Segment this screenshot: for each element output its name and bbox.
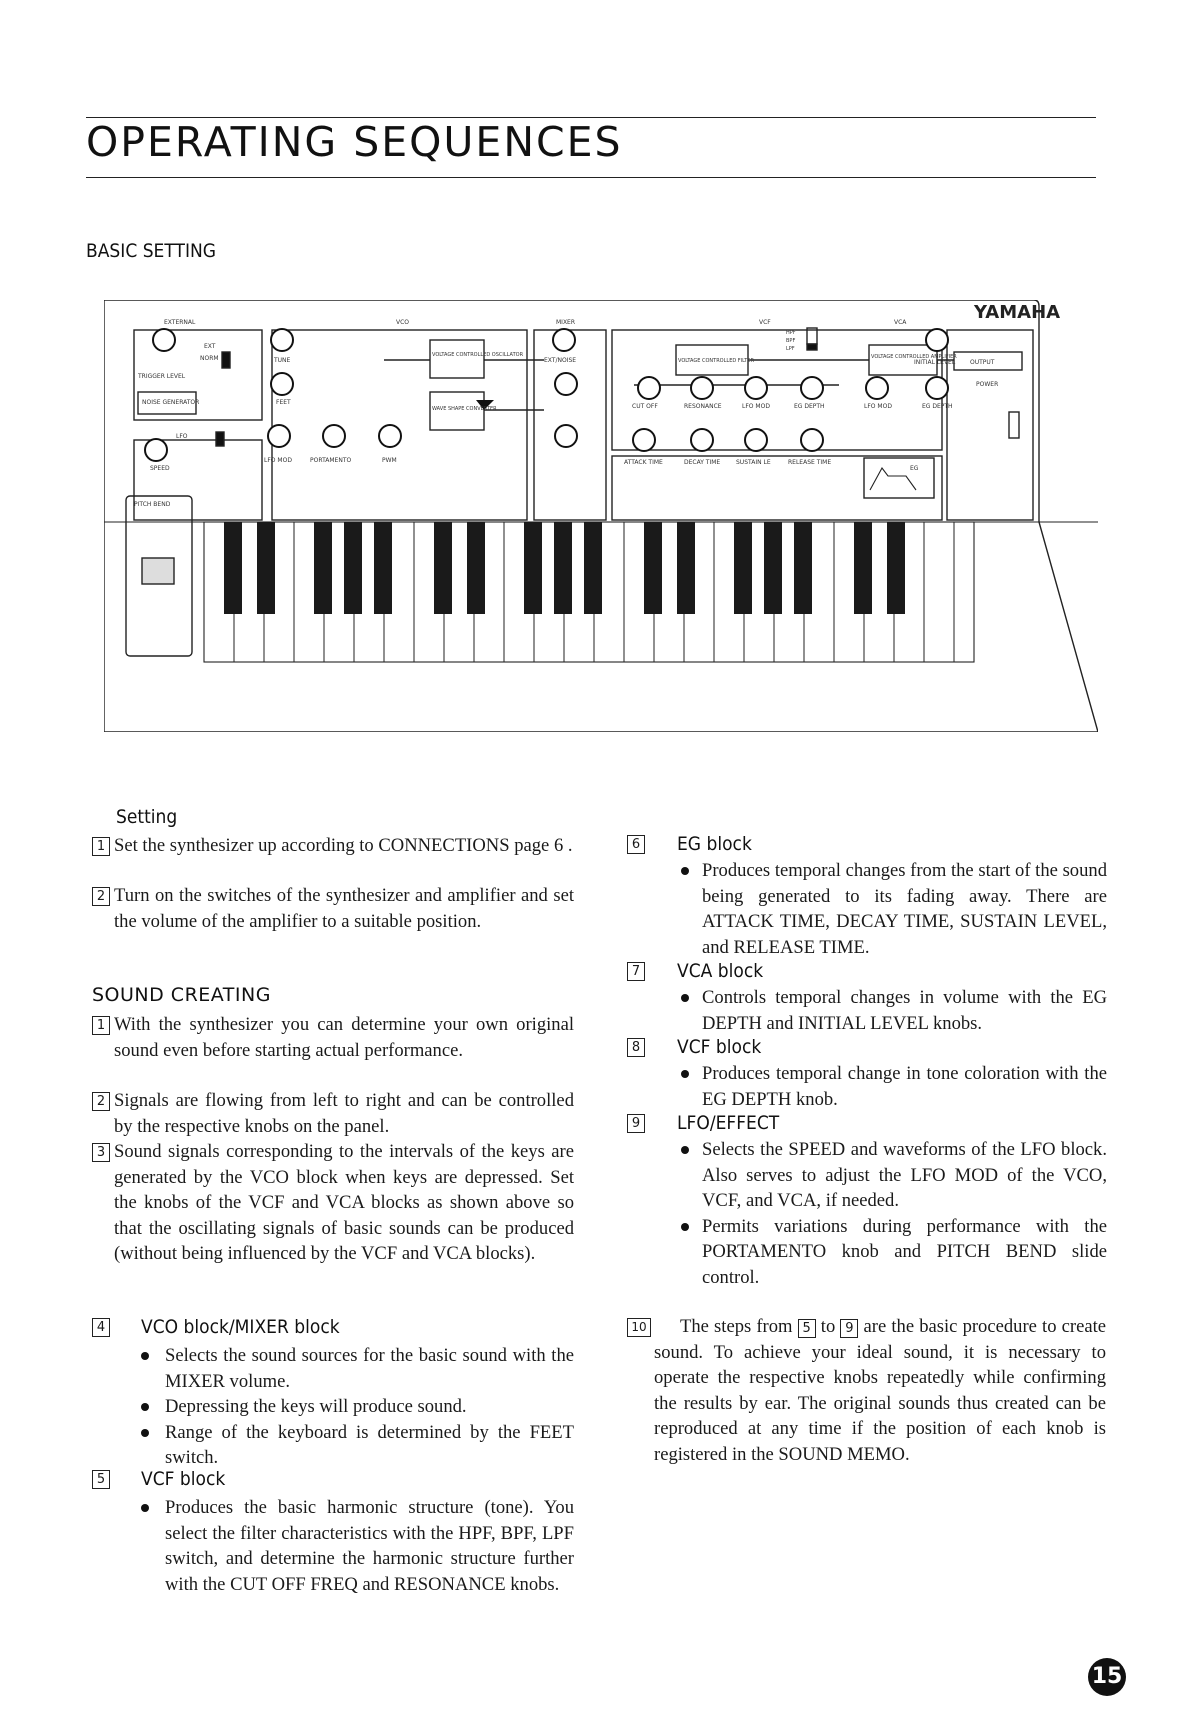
block-title-vcf: VCF block — [141, 1468, 226, 1490]
bullet-text: Permits variations during performance with the PORTAMENTO knob and PITCH BEND slide control. — [702, 1215, 1107, 1288]
block-title-lfo-effect: LFO/EFFECT — [677, 1112, 780, 1134]
label-sustain-level: SUSTAIN LE — [736, 459, 771, 466]
synthesizer-panel-diagram — [104, 300, 1098, 732]
sound-creating-heading: SOUND CREATING — [92, 984, 271, 1006]
number-box: 6 — [627, 835, 645, 854]
step-10-text-c: are the basic procedure to create sound. To achieve your ideal sound, it is necessary to operate the respective knobs repeatedly while confirming the results by ear. The original sounds thus created can be reproduced at any time if the position of each knob is registered in the SOUND MEMO. — [654, 1316, 1106, 1465]
label-vca-eg-depth: EG DEPTH — [922, 403, 953, 410]
label-initial-level: INITIAL LEVEL — [914, 359, 956, 366]
label-wave-box: WAVE SHAPE CONVERTER — [432, 406, 497, 412]
label-noise-generator: NOISE GENERATOR — [142, 399, 200, 406]
label-portamento: PORTAMENTO — [310, 457, 352, 464]
label-speed: SPEED — [150, 465, 170, 472]
bullet-item — [141, 1343, 574, 1394]
number-box: 2 — [92, 887, 110, 906]
label-cut-off: CUT OFF — [632, 403, 658, 410]
ref-box: 9 — [840, 1319, 858, 1338]
label-feet: FEET — [276, 399, 291, 406]
block-8-bullets — [677, 1061, 1107, 1112]
setting-item-2 — [92, 883, 574, 934]
label-mixer: MIXER — [556, 319, 576, 326]
label-hpf: HPF — [786, 330, 796, 336]
label-vcf-eg-depth: EG DEPTH — [794, 403, 825, 410]
label-tune: TUNE — [274, 357, 291, 364]
block-title-vca: VCA block — [677, 960, 764, 982]
bullet-item — [141, 1420, 574, 1471]
bullet-item — [141, 1394, 574, 1420]
bullet-item — [677, 858, 1107, 960]
ref-box: 5 — [798, 1319, 816, 1338]
label-pwm: PWM — [382, 457, 397, 464]
setting-item-text: Set the synthesizer up according to CONNECTIONS page 6 . — [114, 835, 573, 856]
number-box: 7 — [627, 962, 645, 981]
label-lfo-mod: LFO MOD — [264, 457, 292, 464]
bullet-item — [677, 1214, 1107, 1291]
number-box: 3 — [92, 1143, 110, 1162]
label-vco-box: VOLTAGE CONTROLLED OSCILLATOR — [432, 352, 524, 358]
bullet-text: Produces the basic harmonic structure (tone). You select the filter characteristics with the HPF, BPF, LPF switch, and determine the harmonic structure further with the CUT OFF FREQ and RESONANCE knobs. — [165, 1497, 574, 1595]
block-title-vcf-right: VCF block — [677, 1036, 762, 1058]
block-title-eg: EG block — [677, 833, 752, 855]
label-power: POWER — [976, 381, 999, 388]
label-vco: VCO — [396, 319, 410, 326]
label-vca: VCA — [894, 319, 907, 326]
bullet-item — [141, 1495, 574, 1597]
label-norm: NORM — [200, 355, 219, 362]
bullet-text: Depressing the keys will produce sound. — [165, 1396, 467, 1417]
block-5-bullets — [141, 1495, 574, 1597]
label-pitch-bend: PITCH BEND — [134, 501, 171, 508]
page-number: 15 — [1088, 1658, 1126, 1696]
sound-creating-text: Sound signals corresponding to the intervals of the keys are generated by the VCO block when keys are depressed. Set the knobs of the VCF and VCA blocks as shown above so that the oscillating signals of basic sounds can be produced (without being influenced by the VCF and VCA blocks). — [114, 1141, 574, 1264]
block-9-bullets — [677, 1137, 1107, 1290]
bullet-item — [677, 985, 1107, 1036]
step-10-text-b: to — [820, 1316, 836, 1337]
label-ext: EXT — [204, 343, 216, 350]
block-6-bullets — [677, 858, 1107, 960]
label-bpf: BPF — [786, 338, 796, 344]
label-vcf-box: VOLTAGE CONTROLLED FILTER — [678, 358, 754, 364]
number-box: 10 — [627, 1318, 651, 1337]
sound-creating-item-1 — [92, 1012, 574, 1063]
setting-item-text: Turn on the switches of the synthesizer and amplifier and set the volume of the amplifier to a suitable position. — [114, 885, 574, 932]
label-attack-time: ATTACK TIME — [624, 459, 663, 466]
number-box: 5 — [92, 1470, 110, 1489]
page-title: OPERATING SEQUENCES — [86, 118, 623, 166]
label-vcf-lfo-mod: LFO MOD — [742, 403, 770, 410]
label-eg: EG — [910, 465, 919, 472]
label-lfo: LFO — [176, 433, 188, 440]
number-box: 4 — [92, 1318, 110, 1337]
sound-creating-text: Signals are flowing from left to right and can be controlled by the respective knobs on the panel. — [114, 1090, 574, 1137]
number-box: 2 — [92, 1092, 110, 1111]
section-heading-basic-setting: BASIC SETTING — [86, 240, 217, 262]
number-box: 8 — [627, 1038, 645, 1057]
number-box: 9 — [627, 1114, 645, 1133]
title-underline — [86, 177, 1096, 178]
setting-heading: Setting — [116, 806, 178, 828]
label-decay-time: DECAY TIME — [684, 459, 721, 466]
sound-creating-text: With the synthesizer you can determine your own original sound even before starting actual performance. — [114, 1014, 574, 1061]
bullet-text: Produces temporal change in tone coloration with the EG DEPTH knob. — [702, 1063, 1107, 1110]
label-ext-noise: EXT/NOISE — [544, 357, 577, 364]
label-trigger-level: TRIGGER LEVEL — [138, 373, 186, 380]
block-title-vco-mixer: VCO block/MIXER block — [141, 1316, 340, 1338]
label-vca-box: VOLTAGE CONTROLLED AMPLIFIER — [871, 354, 957, 360]
number-box: 1 — [92, 837, 110, 856]
bullet-text: Produces temporal changes from the start of the sound being generated to its fading away. There are ATTACK TIME, DECAY TIME, SUSTAIN LEVEL, and RELEASE TIME. — [702, 860, 1107, 958]
bullet-text: Controls temporal changes in volume with the EG DEPTH and INITIAL LEVEL knobs. — [702, 987, 1107, 1034]
bullet-text: Range of the keyboard is determined by the FEET switch. — [165, 1421, 574, 1468]
label-vca-lfo-mod: LFO MOD — [864, 403, 892, 410]
bullet-text: Selects the sound sources for the basic sound with the MIXER volume. — [165, 1345, 574, 1392]
block-7-bullets — [677, 985, 1107, 1036]
label-resonance: RESONANCE — [684, 403, 722, 410]
yamaha-logo: YAMAHA — [974, 302, 1061, 323]
label-lpf: LPF — [786, 346, 795, 352]
bullet-item — [677, 1137, 1107, 1214]
label-output: OUTPUT — [970, 359, 995, 366]
bullet-text: Selects the SPEED and waveforms of the LFO block. Also serves to adjust the LFO MOD of the VCO, VCF, and VCA, if needed. — [702, 1139, 1107, 1211]
bullet-item — [677, 1061, 1107, 1112]
block-4-bullets — [141, 1343, 574, 1471]
sound-creating-item-2 — [92, 1088, 574, 1139]
label-external: EXTERNAL — [164, 319, 196, 326]
sound-creating-item-3 — [92, 1139, 574, 1267]
step-10-text-a: The steps from — [680, 1316, 793, 1337]
setting-item-1 — [92, 833, 574, 859]
step-10-text — [654, 1314, 1106, 1467]
label-release-time: RELEASE TIME — [788, 459, 832, 466]
label-vcf: VCF — [759, 319, 771, 326]
number-box: 1 — [92, 1016, 110, 1035]
